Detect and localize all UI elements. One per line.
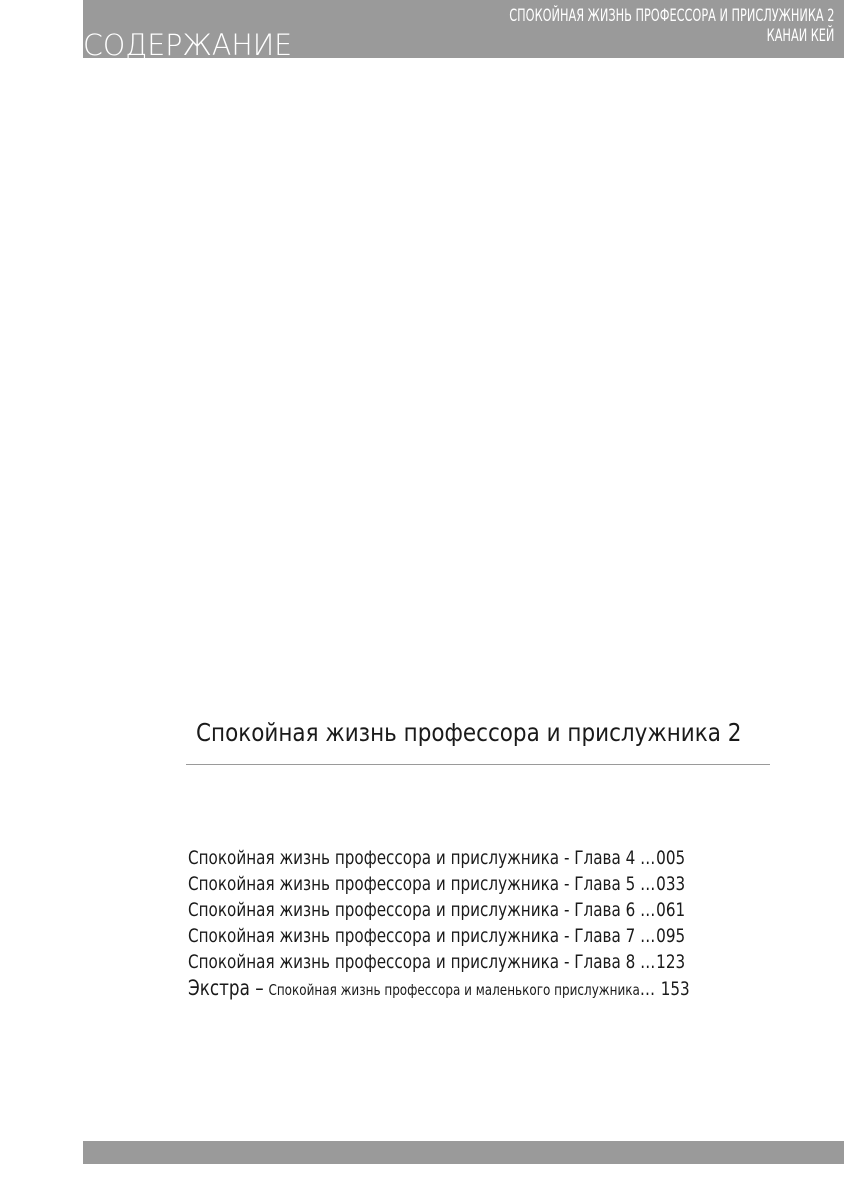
toc-extra-page: 153 [660, 978, 690, 1000]
section-title: СОДЕРЖАНИЕ [83, 28, 293, 62]
toc-entry-label: Спокойная жизнь профессора и прислужника - Глава 4 [188, 847, 636, 869]
toc-leader: … [640, 951, 657, 973]
table-of-contents [188, 845, 688, 1001]
toc-entry-label: Спокойная жизнь профессора и прислужника - Глава 6 [188, 899, 636, 921]
toc-entry [188, 871, 686, 897]
toc-leader: … [640, 847, 657, 869]
toc-entry-label: Спокойная жизнь профессора и прислужника - Глава 5 [188, 873, 636, 895]
running-header [395, 6, 834, 46]
toc-entry [188, 897, 686, 923]
toc-extra-label: Спокойная жизнь профессора и маленького прислужника [268, 981, 640, 999]
toc-entry [188, 949, 686, 975]
toc-leader: … [640, 873, 657, 895]
toc-entry-page: 033 [656, 873, 686, 895]
toc-extra-entry [188, 975, 690, 1001]
toc-leader: … [639, 978, 656, 1000]
toc-entry-page: 123 [656, 951, 686, 973]
toc-entry-label: Спокойная жизнь профессора и прислужника - Глава 7 [188, 925, 636, 947]
toc-entry-page: 095 [656, 925, 686, 947]
title-divider [186, 764, 770, 765]
toc-entry [188, 923, 686, 949]
toc-leader: … [640, 925, 657, 947]
toc-entry-page: 061 [656, 899, 686, 921]
footer-band [83, 1141, 844, 1164]
toc-extra-prefix: Экстра – [188, 976, 264, 1000]
toc-entry [188, 845, 686, 871]
series-title: СПОКОЙНАЯ ЖИЗНЬ ПРОФЕССОРА И ПРИСЛУЖНИКА 2 [508, 6, 834, 26]
toc-entry-page: 005 [656, 847, 686, 869]
author-name: КАНАИ КЕЙ [766, 26, 834, 46]
toc-leader: … [640, 899, 657, 921]
toc-entry-label: Спокойная жизнь профессора и прислужника - Глава 8 [188, 951, 636, 973]
book-title: Спокойная жизнь профессора и прислужника 2 [196, 718, 742, 747]
